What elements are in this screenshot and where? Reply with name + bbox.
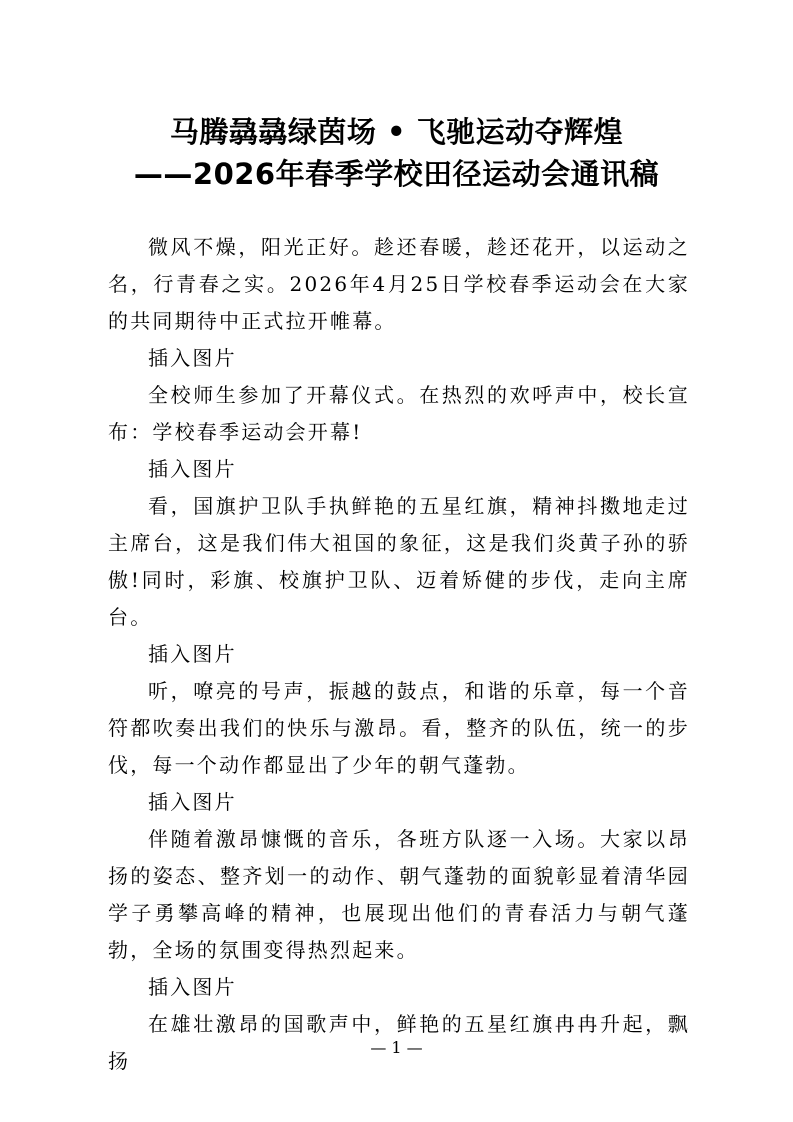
- body-paragraph: 在雄壮激昂的国歌声中，鲜艳的五星红旗冉冉升起，飘扬: [108, 1012, 690, 1073]
- image-placeholder-text: 插入图片: [148, 642, 237, 666]
- body-paragraph: 微风不燥，阳光正好。趁还春暖，趁还花开，以运动之名，行青春之实。2026年4月25日学校春季运动会在大家的共同期待中正式拉开帷幕。: [108, 235, 690, 333]
- image-placeholder-text: 插入图片: [148, 457, 237, 481]
- document-body: [108, 229, 690, 1080]
- body-paragraph: 听，嘹亮的号声，振越的鼓点，和谐的乐章，每一个音符都吹奏出我们的快乐与激昂。看，整齐的队伍，统一的步伐，每一个动作都显出了少年的朝气蓬勃。: [108, 679, 690, 777]
- body-paragraph: 全校师生参加了开幕仪式。在热烈的欢呼声中，校长宣布：学校春季运动会开幕!: [108, 383, 690, 444]
- body-paragraph: 看，国旗护卫队手执鲜艳的五星红旗，精神抖擞地走过主席台，这是我们伟大祖国的象征，这是我们炎黄子孙的骄傲!同时，彩旗、校旗护卫队、迈着矫健的步伐，走向主席台。: [108, 494, 690, 629]
- document-title: 马腾骉骉绿茵场 • 飞驰运动夺辉煌: [169, 115, 624, 149]
- document-subtitle: ——2026年春季学校田径运动会通讯稿: [133, 157, 660, 191]
- image-placeholder-text: 插入图片: [148, 346, 237, 370]
- image-placeholder-text: 插入图片: [148, 790, 237, 814]
- image-placeholder-text: 插入图片: [148, 975, 237, 999]
- page-number: — 1 —: [370, 1038, 423, 1057]
- body-paragraph: 伴随着激昂慷慨的音乐，各班方队逐一入场。大家以昂扬的姿态、整齐划一的动作、朝气蓬勃的面貌彰显着清华园学子勇攀高峰的精神，也展现出他们的青春活力与朝气蓬勃，全场的氛围变得热烈起来。: [108, 827, 690, 962]
